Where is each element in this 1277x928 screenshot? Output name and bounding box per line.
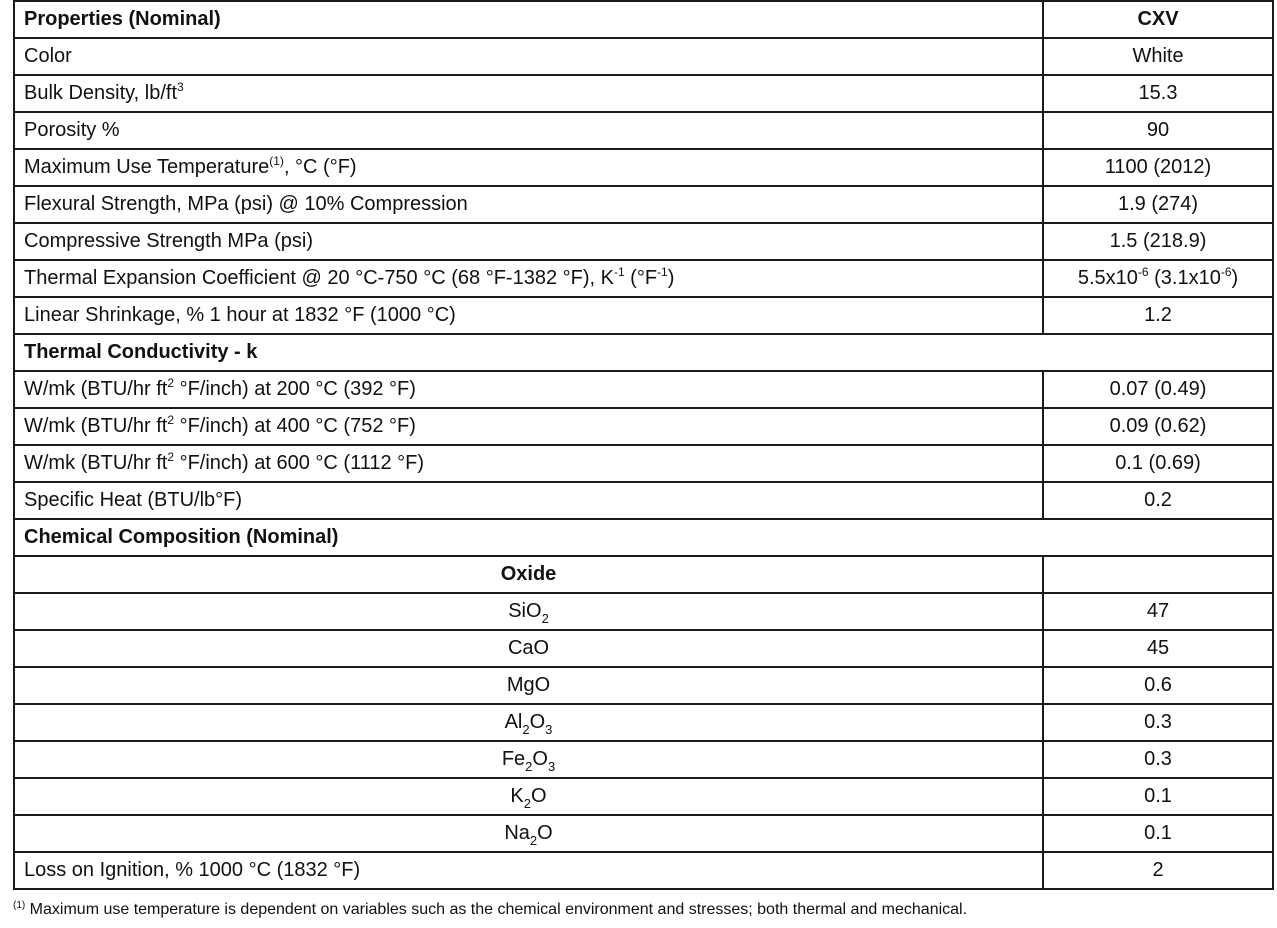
property-value: 0.1 (0.69)	[1043, 445, 1273, 482]
footnote-text: Maximum use temperature is dependent on variables such as the chemical environment and stresses; both thermal and mechanical.	[25, 901, 968, 918]
oxide-formula: CaO	[14, 630, 1043, 667]
product-header: CXV	[1043, 1, 1273, 38]
property-value: 0.2	[1043, 482, 1273, 519]
table-row	[14, 186, 1273, 223]
property-label: Thermal Expansion Coefficient @ 20 °C-750 °C (68 °F-1382 °F), $K^{-1}$ $(^\circ F^{-1})$	[14, 260, 1043, 297]
table-row	[14, 741, 1273, 778]
table-row	[14, 445, 1273, 482]
property-label: W/mk (BTU/hr $ft^2$ °F/inch) at 400 °C (752 °F)	[14, 408, 1043, 445]
property-label: Color	[14, 38, 1043, 75]
property-value: 15.3	[1043, 75, 1273, 112]
table-row	[14, 852, 1273, 889]
table-row	[14, 38, 1273, 75]
oxide-header: Oxide	[14, 556, 1043, 593]
property-label: W/mk (BTU/hr $ft^2$ °F/inch) at 600 °C (1112 °F)	[14, 445, 1043, 482]
oxide-value: 0.6	[1043, 667, 1273, 704]
footnote	[13, 900, 967, 920]
property-value: 1100 (2012)	[1043, 149, 1273, 186]
oxide-formula: $Fe_2O_3$	[14, 741, 1043, 778]
section-title-chemical-composition: Chemical Composition (Nominal)	[14, 519, 1273, 556]
property-label: Flexural Strength, MPa (psi) @ 10% Compression	[14, 186, 1043, 223]
footnote-marker: (1)	[13, 900, 26, 911]
oxide-value: 45	[1043, 630, 1273, 667]
property-label: Specific Heat (BTU/lb°F)	[14, 482, 1043, 519]
oxide-formula: SiO$_2$	[14, 593, 1043, 630]
oxide-value: 0.3	[1043, 704, 1273, 741]
property-value: White	[1043, 38, 1273, 75]
table-row	[14, 408, 1273, 445]
property-label: Linear Shrinkage, % 1 hour at 1832 °F (1000 °C)	[14, 297, 1043, 334]
property-label: Maximum Use Temperature$^{(1)}$, °C (°F)	[14, 149, 1043, 186]
oxide-value: 0.1	[1043, 778, 1273, 815]
oxide-header-empty	[1043, 556, 1273, 593]
oxide-header-row	[14, 556, 1273, 593]
oxide-formula: $Al_2O_3$	[14, 704, 1043, 741]
table-row	[14, 482, 1273, 519]
table-row	[14, 704, 1273, 741]
property-value: 0.07 (0.49)	[1043, 371, 1273, 408]
property-value: 1.9 (274)	[1043, 186, 1273, 223]
table-header-row	[14, 1, 1273, 38]
section-title-thermal-conductivity: Thermal Conductivity - k	[14, 334, 1273, 371]
section-row	[14, 334, 1273, 371]
property-label: Loss on Ignition, % 1000 °C (1832 °F)	[14, 852, 1043, 889]
properties-header: Properties (Nominal)	[14, 1, 1043, 38]
property-value: 1.5 (218.9)	[1043, 223, 1273, 260]
table-row	[14, 297, 1273, 334]
oxide-value: 47	[1043, 593, 1273, 630]
table-row	[14, 815, 1273, 852]
property-value: 2	[1043, 852, 1273, 889]
property-value: 0.09 (0.62)	[1043, 408, 1273, 445]
property-label: W/mk (BTU/hr $ft^2$ °F/inch) at 200 °C (392 °F)	[14, 371, 1043, 408]
property-value: 1.2	[1043, 297, 1273, 334]
oxide-value: 0.1	[1043, 815, 1273, 852]
table-row	[14, 112, 1273, 149]
property-label: Bulk Density, $lb/ft^3$	[14, 75, 1043, 112]
properties-table	[13, 0, 1274, 890]
table-row	[14, 593, 1273, 630]
table-row	[14, 371, 1273, 408]
oxide-formula: MgO	[14, 667, 1043, 704]
table-row	[14, 667, 1273, 704]
property-label: Compressive Strength MPa (psi)	[14, 223, 1043, 260]
property-value: $5.5x10^{-6}$ $(3.1x10^{-6})$	[1043, 260, 1273, 297]
table-row	[14, 630, 1273, 667]
property-value: 90	[1043, 112, 1273, 149]
property-label: Porosity %	[14, 112, 1043, 149]
oxide-formula: $K_2O$	[14, 778, 1043, 815]
table-row	[14, 223, 1273, 260]
oxide-formula: $Na_2O$	[14, 815, 1043, 852]
oxide-value: 0.3	[1043, 741, 1273, 778]
table-row	[14, 75, 1273, 112]
table-row	[14, 260, 1273, 297]
table-row	[14, 149, 1273, 186]
table-row	[14, 778, 1273, 815]
section-row	[14, 519, 1273, 556]
